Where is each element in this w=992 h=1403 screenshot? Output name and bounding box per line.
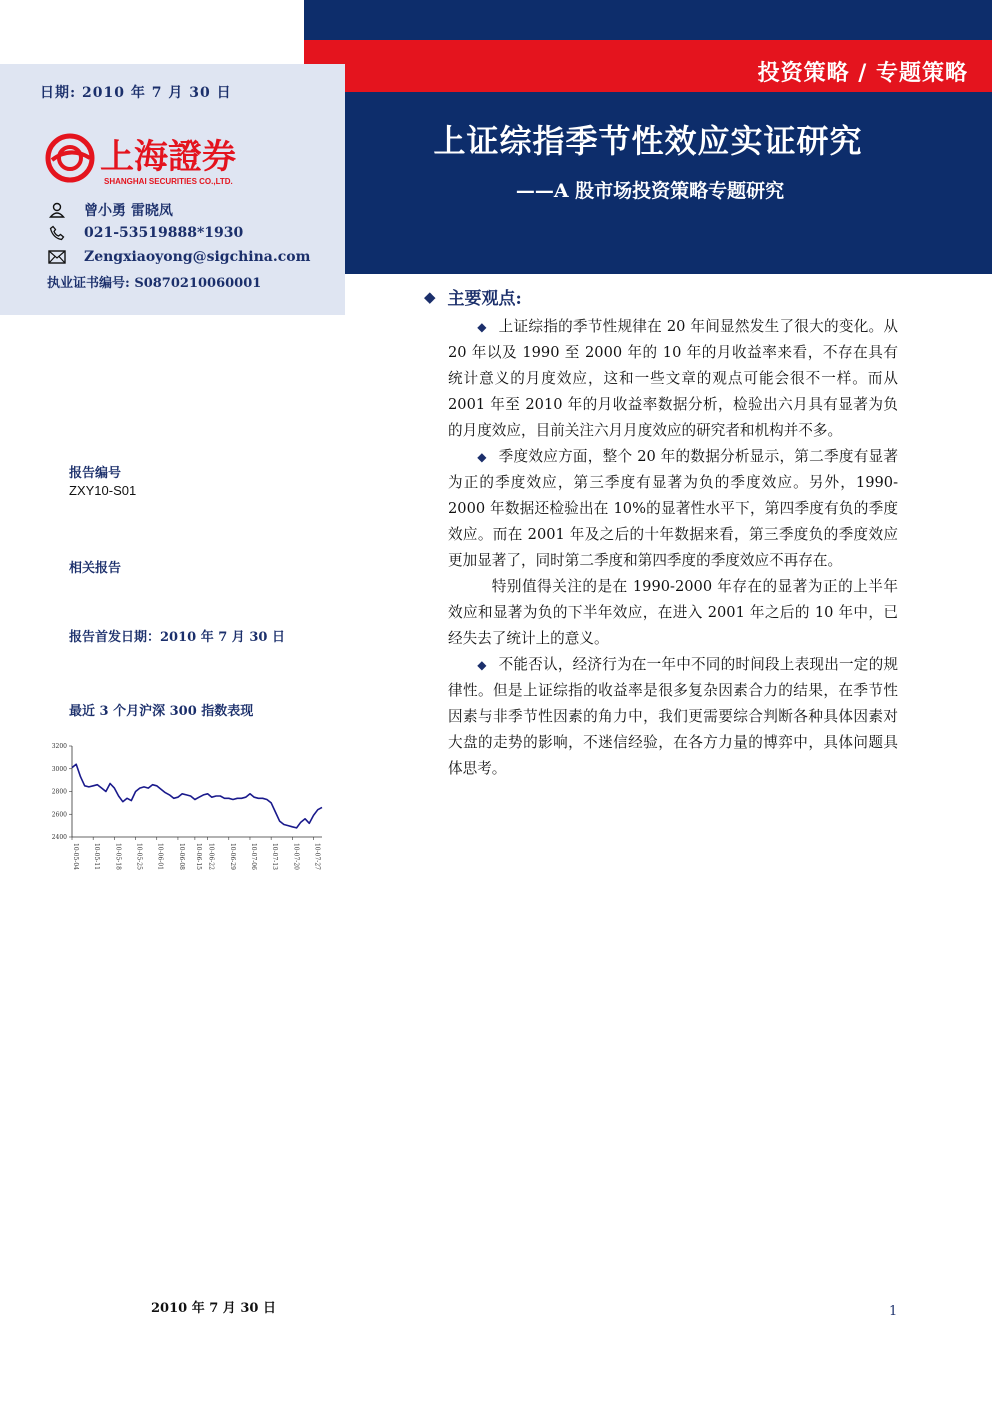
page-title: 上证综指季节性效应实证研究: [433, 122, 863, 160]
index-series-line: [72, 764, 322, 828]
index-chart: [40, 736, 330, 886]
logo-text-cn: 上海證券: [100, 137, 236, 177]
diamond-bullet-icon: ◆: [477, 320, 487, 334]
x-tick-label: 10-07-06: [249, 843, 257, 870]
paragraph-text: 上证综指的季节性规律在 20 年间显然发生了很大的变化。从 20 年以及 1990 至 2000 年的 10 年的月收益率来看，不存在具有统计意义的月度效应，这和一些文章的观点可能会很不一样。而从 2001 年至 2010 年的月收益率数据分析，检验出六月具有显著为负的月度效应，目前关注六月月度效应的研究者和机构并不多。: [448, 318, 898, 439]
x-tick-label: 10-05-25: [135, 843, 143, 870]
email-row: [46, 248, 310, 266]
diamond-bullet-icon: ◆: [477, 658, 487, 672]
paragraph-text: 季度效应方面，整个 20 年的数据分析显示，第二季度有显著为正的季度效应，第三季度有显著为负的季度效应。另外，1990-2000 年数据还检验出在 10%的显著性水平下，第四季度有负的季度效应。而在 2001 年及之后的十年数据来看，第三季度负的季度效应更加显著了，同时第二季度和第四季度的季度效应不再存在。: [448, 448, 898, 569]
paragraph-text: 不能否认，经济行为在一年中不同的时间段上表现出一定的规律性。但是上证综指的收益率是很多复杂因素合力的结果，在季节性因素与非季节性因素的角力中，我们更需要综合判断各种具体因素对大盘的走势的影响，不迷信经验，在各方力量的博弈中，具体问题具体思考。: [448, 656, 898, 777]
paragraph: [448, 444, 898, 574]
x-tick-label: 10-06-01: [156, 843, 164, 870]
main-body: [448, 314, 898, 782]
report-category: 投资策略 / 专题策略: [757, 60, 968, 86]
index-line-chart: [40, 736, 330, 886]
author-names: 曾小勇 雷晓凤: [84, 203, 173, 219]
page-subtitle: ——A 股市场投资策略专题研究: [515, 180, 785, 202]
x-tick-label: 10-05-04: [72, 843, 79, 870]
x-tick-label: 10-05-11: [93, 843, 101, 870]
section-heading-text: 主要观点:: [447, 289, 522, 309]
y-tick-label: 2600: [51, 811, 67, 819]
y-tick-label: 2800: [51, 788, 67, 796]
diamond-bullet-icon: ◆: [424, 287, 436, 306]
paragraph: [448, 652, 898, 782]
y-tick-label: 2400: [51, 834, 67, 841]
footer-date: 2010 年 7 月 30 日: [151, 1301, 276, 1316]
phone-icon: [46, 224, 68, 242]
x-tick-label: 10-06-29: [228, 843, 236, 870]
paragraph-text: 特别值得关注的是在 1990-2000 年存在的显著为正的上半年效应和显著为负的下半年效应，在进入 2001 年之后的 10 年中，已经失去了统计上的意义。: [448, 578, 898, 647]
x-tick-label: 10-06-08: [177, 843, 185, 870]
x-tick-label: 10-07-27: [313, 843, 321, 870]
logo-text-en: SHANGHAI SECURITIES CO.,LTD.: [104, 177, 233, 186]
email-address[interactable]: Zengxiaoyong@sigchina.com: [84, 249, 311, 265]
x-tick-label: 10-07-13: [271, 843, 279, 870]
report-date: 日期: 2010 年 7 月 30 日: [40, 85, 232, 101]
paragraph: [448, 574, 898, 652]
x-tick-label: 10-07-20: [292, 843, 300, 870]
section-heading: [424, 284, 522, 309]
x-tick-label: 10-06-22: [207, 843, 215, 870]
diamond-bullet-icon: ◆: [477, 450, 487, 464]
phone-number: 021-53519888*1930: [84, 225, 244, 241]
person-icon: [46, 201, 68, 219]
paragraph: [448, 314, 898, 444]
related-reports-label: 相关报告: [69, 561, 122, 576]
x-tick-label: 10-05-18: [114, 843, 122, 870]
email-icon: [46, 248, 68, 266]
report-number-value: ZXY10-S01: [69, 483, 137, 498]
report-number-label: 报告编号: [69, 466, 122, 481]
phone-row: [46, 224, 243, 242]
y-tick-label: 3000: [51, 765, 67, 773]
y-tick-label: 3200: [51, 743, 67, 750]
company-logo: [42, 128, 272, 190]
page-number: 1: [889, 1304, 898, 1319]
chart-title: 最近 3 个月沪深 300 指数表现: [69, 704, 254, 719]
x-tick-label: 10-06-15: [194, 843, 202, 870]
first-publish-date: 报告首发日期：2010 年 7 月 30 日: [69, 630, 285, 645]
author-row: [46, 200, 173, 220]
license-number: 执业证书编号: S0870210060001: [47, 276, 262, 291]
